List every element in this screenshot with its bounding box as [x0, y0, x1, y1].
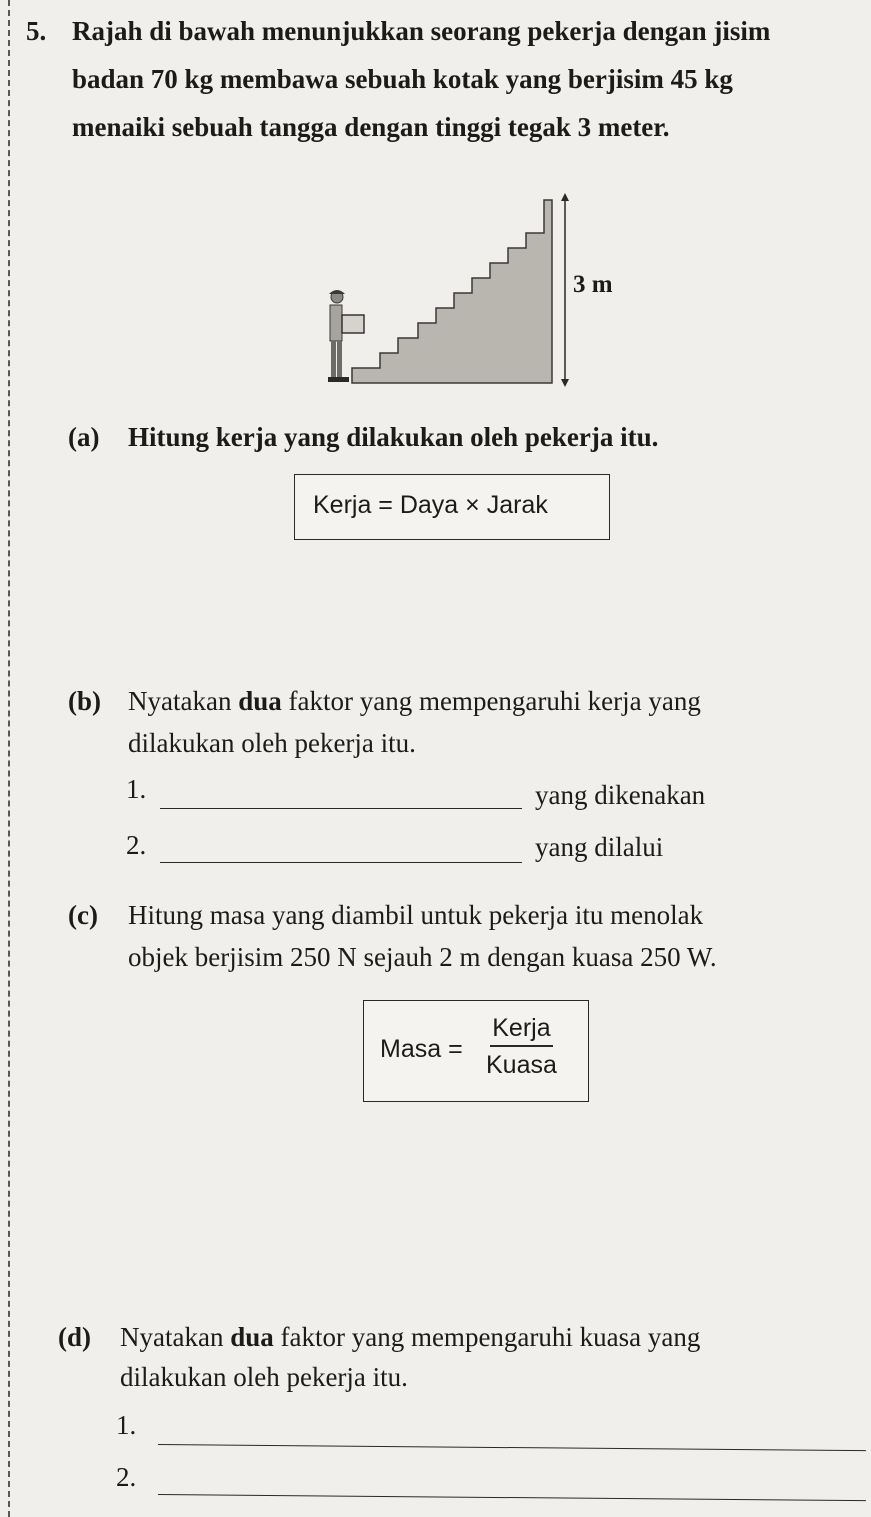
- part-d-item-1-number: 1.: [116, 1410, 137, 1440]
- part-d-item-2-answer-line[interactable]: [158, 1494, 866, 1501]
- question-intro-line-1: Rajah di bawah menunjukkan seorang pekerja dengan jisim: [72, 16, 771, 46]
- question-intro-line-2: badan 70 kg membawa sebuah kotak yang berjisim 45 kg: [72, 64, 733, 94]
- part-c-label: (c): [68, 900, 98, 930]
- part-c-formula-lhs: Masa =: [380, 1035, 463, 1063]
- part-b-item-1-number: 1.: [126, 774, 147, 804]
- part-b-question-line-2: dilakukan oleh pekerja itu.: [128, 728, 416, 758]
- part-d-question-line-2: dilakukan oleh pekerja itu.: [120, 1362, 408, 1392]
- part-c-question-line-2: objek berjisim 250 N sejauh 2 m dengan kuasa 250 W.: [128, 942, 717, 972]
- part-d-label: (d): [58, 1322, 91, 1352]
- part-b-item-2-suffix: yang dilalui: [535, 832, 664, 862]
- arrow-head-top: [561, 193, 569, 201]
- height-label: 3 m: [573, 271, 613, 298]
- part-d-text-post: faktor yang mempengaruhi kuasa yang: [273, 1322, 701, 1352]
- question-number: 5.: [26, 16, 47, 46]
- question-intro-line-3: menaiki sebuah tangga dengan tinggi tegak 3 meter.: [72, 112, 670, 142]
- part-b-text-emphasis: dua: [238, 686, 282, 716]
- page-margin-dashed-line: [8, 0, 10, 1517]
- arrow-head-bottom: [561, 379, 569, 387]
- part-d-question-line-1: [120, 1320, 700, 1354]
- part-b-item-1-suffix: yang dikenakan: [535, 780, 706, 810]
- part-d-text-emphasis: dua: [230, 1322, 274, 1352]
- part-c-formula-fraction: [486, 1013, 557, 1081]
- part-b-item-2-answer-line[interactable]: [160, 862, 522, 863]
- part-b-text-post: faktor yang mempengaruhi kerja yang: [281, 686, 701, 716]
- part-b-text-pre: Nyatakan: [128, 686, 239, 716]
- part-b-question-line-1: [128, 684, 701, 718]
- part-d-item-1-answer-line[interactable]: [158, 1444, 866, 1451]
- part-c-formula-box: [363, 1000, 589, 1102]
- part-d-item-2-number: 2.: [116, 1462, 137, 1492]
- part-a-label: (a): [68, 422, 100, 452]
- part-b-item-2-number: 2.: [126, 830, 147, 860]
- part-a-formula: Kerja = Daya × Jarak: [313, 491, 548, 519]
- part-c-formula-numerator: Kerja: [490, 1013, 552, 1047]
- staircase: [352, 200, 552, 383]
- part-b-label: (b): [68, 686, 101, 716]
- part-c-question-line-1: Hitung masa yang diambil untuk pekerja itu menolak: [128, 900, 704, 930]
- part-a-question: Hitung kerja yang dilakukan oleh pekerja itu.: [128, 422, 659, 452]
- part-a-formula-box: [294, 474, 610, 540]
- part-d-text-pre: Nyatakan: [120, 1322, 231, 1352]
- part-b-item-1-answer-line[interactable]: [160, 808, 522, 809]
- part-c-formula-denominator: Kuasa: [486, 1051, 557, 1079]
